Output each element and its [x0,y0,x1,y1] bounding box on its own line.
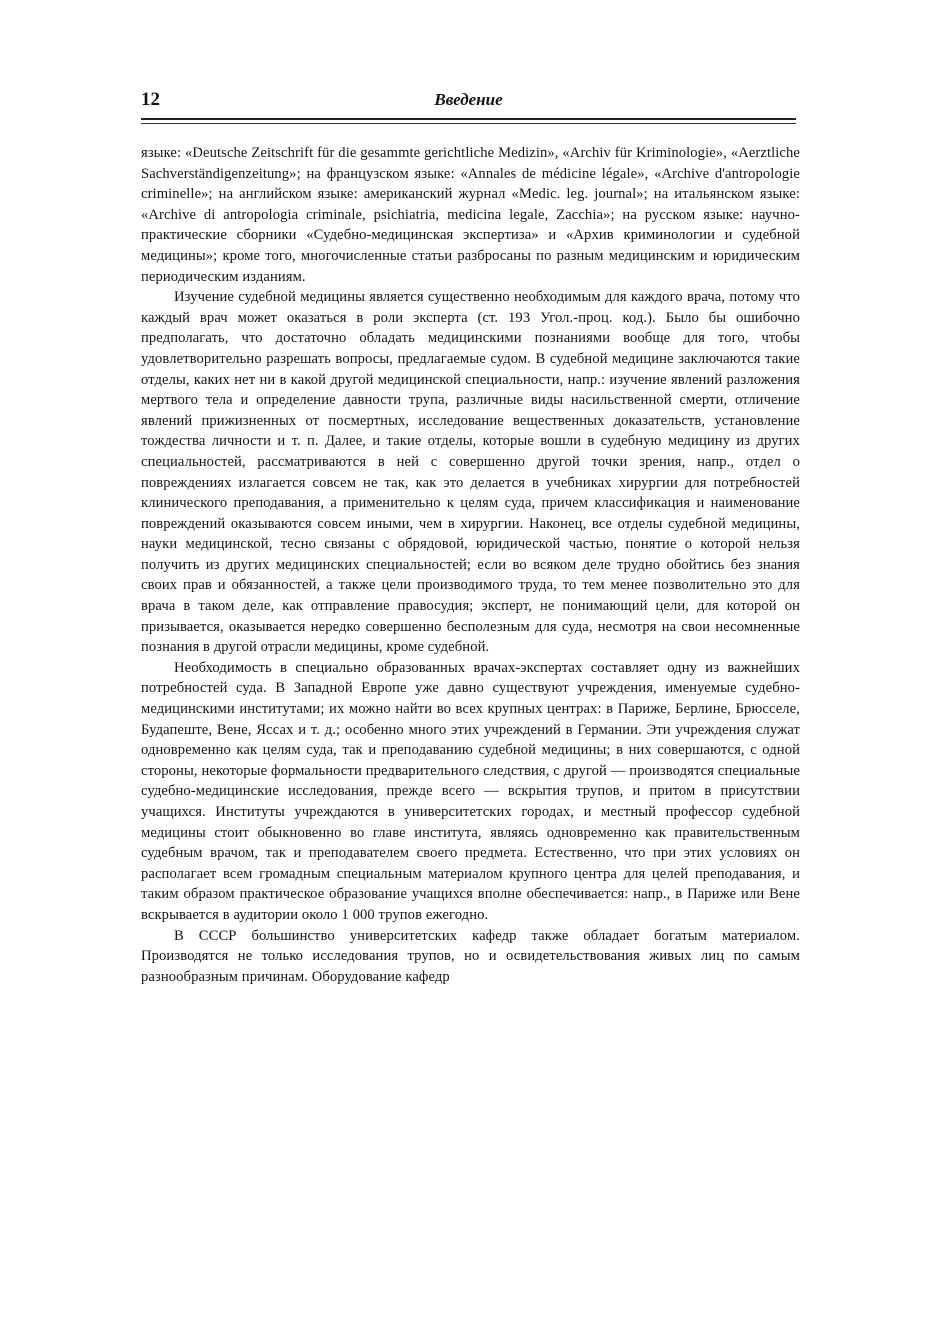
paragraph-periodicals-continuation: языке: «Deutsche Zeitschrift für die gesammte gerichtliche Medizin», «Archiv für Kriminologie», «Aerztliche Sachverständigenzeitung»; на французском языке: «Annales de médicine légale», «Archive d'antropologie criminelle»; на английском языке: американский журнал «Medic. leg. journal»; на итальянском языке: «Archive di antropologia criminale, psichiatria, medicina legale, Zacchia»; на русском языке: научно-практические сборники «Судебно-медицинская экспертиза» и «Архив криминологии и судебной медицины»; кроме того, многочисленные статьи разбросаны по разным медицинским и юридическим периодическим изданиям. [141,145,800,285]
header-rule-thick [141,118,796,120]
paragraph-ussr-departments: В СССР большинство университетских кафедр также обладает богатым материалом. Производятся не только исследования трупов, но и освидетельствования живых лиц по самым разнообразным причинам. Оборудование кафедр [141,927,800,985]
paragraph-expert-institutes: Необходимость в специально образованных врачах-экспертах составляет одну из важнейших потребностей суда. В Западной Европе уже давно существуют учреждения, именуемые судебно-медицинскими институтами; их можно найти во всех крупных центрах: в Париже, Берлине, Брюсселе, Будапеште, Вене, Яссах и т. д.; особенно много этих учреждений в Германии. Эти учреждения служат одновременно как целям суда, так и преподаванию судебной медицины; в них совершаются, с одной стороны, некоторые формальности предварительного следствия, с другой — производятся специальные судебно-медицинские исследования, прежде всего — вскрытия трупов, и притом в присутствии учащихся. Институты учреждаются в университетских городах, и местный профессор судебной медицины стоит обыкновенно во главе института, являясь одновременно как правительственным судебным врачом, так и преподавателем своего предмета. Естественно, что при этих условиях он располагает всем громадным специальным материалом крупного центра для целей преподавания, и таким образом практическое образование учащихся вполне обеспечивается: напр., в Париже или Вене вскрывается в аудитории около 1 000 трупов ежегодно. [141,659,800,923]
header-rule-thin [141,123,796,124]
page-number: 12 [141,89,160,110]
body-text [141,143,800,987]
running-title: Введение [434,90,503,109]
paragraph-study-importance: Изучение судебной медицины является существенно необходимым для каждого врача, потому что каждый врач может оказаться в роли эксперта (ст. 193 Угол.-проц. код.). Было бы ошибочно предполагать, что достаточно обладать медицинскими познаниями вообще для того, чтобы удовлетворительно разрешать вопросы, предлагаемые судом. В судебной медицине заключаются такие отделы, каких нет ни в какой другой медицинской специальности, напр.: изучение явлений разложения мертвого тела и определение давности трупа, различные виды насильственной смерти, отличение явлений прижизненных от посмертных, исследование вещественных доказательств, установление тождества личности и т. п. Далее, и такие отделы, которые вошли в судебную медицину из других специальностей, рассматриваются в ней с совершенно другой точки зрения, напр., отдел о повреждениях излагается совсем не так, как это делается в учебниках хирургии для потребностей клинического преподавания, а применительно к целям суда, причем классификация и наименование повреждений оказываются совсем иными, чем в хирургии. Наконец, все отделы судебной медицины, науки медицинской, тесно связаны с обрядовой, юридической частью, понятие о которой нельзя получить из других медицинских специальностей; если во всяком деле трудно обойтись без знания своих прав и обязанностей, а также цели производимого труда, то тем менее позволительно это для врача в таком деле, как отправление правосудия; эксперт, не понимающий цели, для которой он призывается, оказывается нередко совершенно бесполезным для суда, несмотря на свои несомненные познания в другой отрасли медицины, кроме судебной. [141,289,800,656]
page-header [141,87,796,117]
